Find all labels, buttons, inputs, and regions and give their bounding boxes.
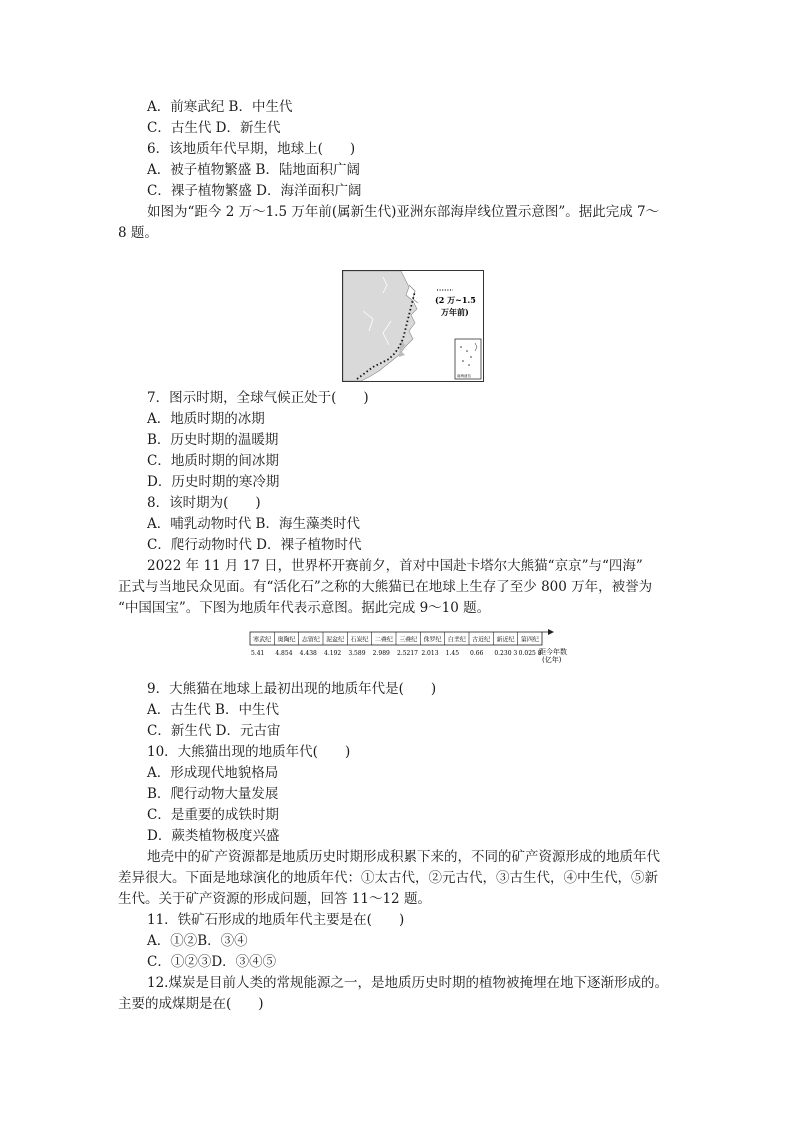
tick-label: 2.5217 [397, 650, 418, 657]
question-11: 11．铁矿石形成的地质年代主要是在( ) [147, 912, 405, 928]
period-label: 寒武纪 [253, 636, 272, 644]
timeline-graphic [248, 627, 568, 669]
question-9: 9．大熊猫在地球上最初出现的地质年代是( ) [147, 681, 437, 697]
period-label: 第四纪 [520, 636, 539, 644]
option-line: B．历史时期的温暖期 [147, 432, 279, 448]
question-12-cont: 主要的成煤期是在( ) [118, 996, 264, 1012]
passage-text: 2022 年 11 月 17 日，世界杯开赛前夕，首对中国赴卡塔尔大熊猫“京京”与“四海” [147, 558, 643, 574]
period-label: 泥盆纪 [326, 636, 345, 644]
option-line: A．前寒武纪 B．中生代 [147, 99, 293, 115]
period-label: 三叠纪 [399, 636, 418, 644]
period-label: 奥陶纪 [277, 636, 296, 644]
option-line: D．历史时期的寒冷期 [147, 474, 280, 490]
period-label: 志留纪 [301, 636, 320, 644]
period-label: 石炭纪 [350, 636, 369, 644]
coastline-map-figure [342, 270, 484, 382]
option-line: A．被子植物繁盛 B．陆地面积广阔 [147, 162, 360, 178]
option-line: D．蕨类植物极度兴盛 [147, 828, 280, 844]
question-10: 10．大熊猫出现的地质年代( ) [147, 744, 351, 760]
option-line: C．地质时期的间冰期 [147, 453, 279, 469]
tick-label: 2.013 [421, 650, 439, 657]
axis-label-line2: (亿年) [542, 656, 562, 664]
timeline-arrow-icon [548, 629, 554, 635]
passage-text: 正式与当地民众见面。有“活化石”之称的大熊猫已在地球上生存了至少 800 万年，被誉为 [118, 579, 653, 595]
passage-text: 差异很大。下面是地球演化的地质年代：①太古代，②元古代，③古生代，④中生代，⑤新 [118, 870, 658, 886]
inset-label: 南海诸岛 [457, 374, 471, 378]
passage-text: 8 题。 [118, 225, 158, 241]
map-legend-line1: (2 万~1.5 [435, 295, 476, 305]
option-line: C．是重要的成铁时期 [147, 807, 279, 823]
passage-text: 如图为“距今 2 万～1.5 万年前(属新生代)亚洲东部海岸线位置示意图”。据此完成 7～ [147, 204, 660, 220]
tick-label: 4.854 [275, 650, 293, 657]
question-8: 8．该时期为( ) [147, 495, 261, 511]
period-label: 侏罗纪 [423, 636, 442, 644]
option-line: C．新生代 D．元古宙 [147, 723, 281, 739]
tick-label: 1.45 [445, 650, 460, 657]
inset-map-box [455, 339, 481, 379]
map-legend-line2: 万年前) [441, 307, 469, 317]
period-label: 二叠纪 [374, 636, 393, 644]
period-label: 新近纪 [496, 636, 515, 644]
passage-text: 地壳中的矿产资源都是地质历史时期形成积累下来的，不同的矿产资源形成的地质年代 [147, 849, 660, 865]
geologic-timeline-figure [248, 627, 568, 669]
option-line: C．爬行动物时代 D．裸子植物时代 [147, 537, 362, 553]
tick-label: 5.41 [251, 650, 265, 657]
tick-label: 0.025 8 [518, 650, 542, 657]
period-label: 古近纪 [472, 636, 491, 644]
option-line: A．古生代 B．中生代 [147, 702, 279, 718]
tick-label: 3.589 [348, 650, 366, 657]
tick-label: 0.66 [470, 650, 484, 657]
tick-label: 4.438 [299, 650, 317, 657]
map-graphic [343, 271, 483, 381]
question-12: 12.煤炭是目前人类的常规能源之一，是地质历史时期的植物被掩埋在地下逐渐形成的。 [147, 975, 668, 991]
option-line: A．地质时期的冰期 [147, 411, 265, 427]
option-line: C．古生代 D．新生代 [147, 120, 281, 136]
tick-label: 2.989 [372, 650, 390, 657]
axis-label-line1: 距今年数 [539, 648, 567, 656]
passage-text: “中国国宝”。下图为地质年代表示意图。据此完成 9～10 题。 [118, 600, 491, 616]
tick-label: 0.230 3 [494, 650, 518, 657]
question-6: 6．该地质年代早期，地球上( ) [147, 141, 356, 157]
option-line: C．裸子植物繁盛 D．海洋面积广阔 [147, 183, 362, 199]
tick-label: 4.192 [324, 650, 342, 657]
option-line: C．①②③D．③④⑤ [147, 954, 277, 970]
question-7: 7．图示时期，全球气候正处于( ) [147, 390, 369, 406]
passage-text: 生代。关于矿产资源的形成问题，回答 11～12 题。 [118, 891, 431, 907]
option-line: A．形成现代地貌格局 [147, 765, 279, 781]
option-line: A．哺乳动物时代 B．海生藻类时代 [147, 516, 360, 532]
period-label: 白垩纪 [447, 636, 466, 644]
option-line: B．爬行动物大量发展 [147, 786, 279, 802]
option-line: A．①②B．③④ [147, 933, 248, 949]
